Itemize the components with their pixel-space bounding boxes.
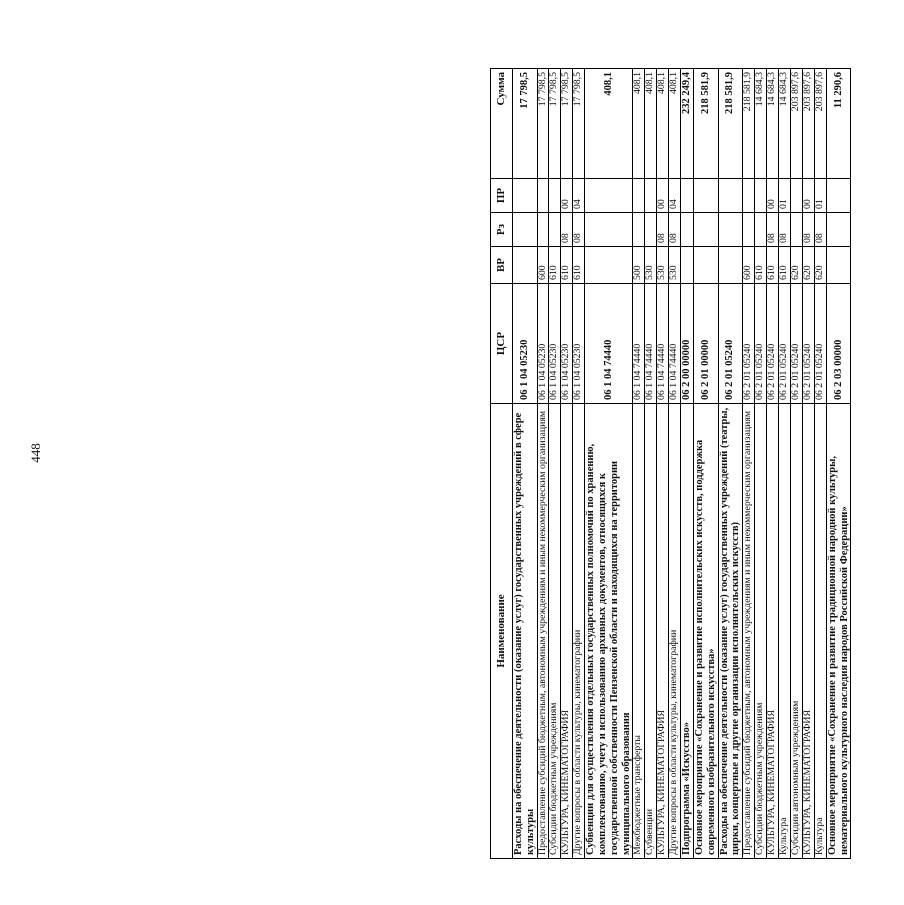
- budget-table: [490, 68, 851, 859]
- row-pr: 00: [802, 179, 814, 213]
- row-csr: 06 1 04 74440: [585, 284, 633, 404]
- row-name: Основное мероприятие «Сохранение и развитие исполнительских искусств, поддержка современного изобразительного искусства»: [694, 404, 719, 859]
- row-sum: 232 249,4: [681, 69, 694, 179]
- row-vr: [585, 247, 633, 284]
- table-row: [561, 69, 573, 859]
- row-vr: 610: [754, 247, 766, 284]
- row-rz: 08: [561, 213, 573, 247]
- row-csr: 06 2 03 00000: [826, 284, 851, 404]
- row-sum: 408,1: [669, 69, 681, 179]
- row-csr: 06 2 01 05240: [790, 284, 802, 404]
- page-number: 448: [28, 443, 43, 463]
- table-row: [694, 69, 719, 859]
- row-sum: 17 798,5: [513, 69, 538, 179]
- row-name: Субсидии автономным учреждениям: [790, 404, 802, 859]
- row-csr: 06 2 01 05240: [718, 284, 743, 404]
- table-row: [633, 69, 645, 859]
- row-name: Культура: [778, 404, 790, 859]
- row-csr: 06 1 04 74440: [633, 284, 645, 404]
- row-csr: 06 1 04 74440: [645, 284, 657, 404]
- row-vr: 610: [549, 247, 561, 284]
- row-name: Другие вопросы в области культуры, кинематографии: [669, 404, 681, 859]
- table-row: [802, 69, 814, 859]
- row-sum: 17 798,5: [561, 69, 573, 179]
- row-pr: [743, 179, 755, 213]
- header-sum: Сумма: [491, 69, 513, 179]
- table-row: [549, 69, 561, 859]
- row-vr: 610: [766, 247, 778, 284]
- row-sum: 218 581,9: [694, 69, 719, 179]
- table-row: [657, 69, 669, 859]
- row-rz: 08: [802, 213, 814, 247]
- row-sum: 14 684,3: [766, 69, 778, 179]
- row-vr: [826, 247, 851, 284]
- row-csr: 06 1 04 74440: [657, 284, 669, 404]
- row-name: Предоставление субсидий бюджетным, автономным учреждениям и иным некоммерческим организациям: [537, 404, 549, 859]
- row-sum: 408,1: [585, 69, 633, 179]
- row-pr: [633, 179, 645, 213]
- row-csr: 06 1 04 05230: [549, 284, 561, 404]
- row-pr: 00: [766, 179, 778, 213]
- row-vr: 600: [537, 247, 549, 284]
- row-pr: [754, 179, 766, 213]
- row-vr: 530: [669, 247, 681, 284]
- row-name: КУЛЬТУРА, КИНЕМАТОГРАФИЯ: [561, 404, 573, 859]
- row-csr: 06 2 00 00000: [681, 284, 694, 404]
- header-vr: ВР: [491, 247, 513, 284]
- table-row: [513, 69, 538, 859]
- row-vr: 620: [814, 247, 826, 284]
- row-rz: [513, 213, 538, 247]
- header-row: [491, 69, 513, 859]
- row-rz: [645, 213, 657, 247]
- table-row: [826, 69, 851, 859]
- row-sum: 17 798,5: [573, 69, 585, 179]
- row-sum: 14 684,3: [754, 69, 766, 179]
- row-pr: [585, 179, 633, 213]
- table-body: [513, 69, 851, 859]
- row-pr: [549, 179, 561, 213]
- row-pr: 00: [657, 179, 669, 213]
- row-name: Межбюджетные трансферты: [633, 404, 645, 859]
- row-vr: [681, 247, 694, 284]
- row-csr: 06 2 01 00000: [694, 284, 719, 404]
- header-name: Наименование: [491, 404, 513, 859]
- row-rz: [694, 213, 719, 247]
- row-csr: 06 1 04 05230: [537, 284, 549, 404]
- row-rz: 08: [814, 213, 826, 247]
- row-sum: 11 290,6: [826, 69, 851, 179]
- table-row: [743, 69, 755, 859]
- row-rz: [549, 213, 561, 247]
- row-sum: 408,1: [645, 69, 657, 179]
- row-csr: 06 1 04 05230: [573, 284, 585, 404]
- row-sum: 408,1: [657, 69, 669, 179]
- row-vr: [694, 247, 719, 284]
- row-name: КУЛЬТУРА, КИНЕМАТОГРАФИЯ: [657, 404, 669, 859]
- row-sum: 408,1: [633, 69, 645, 179]
- row-pr: [681, 179, 694, 213]
- row-rz: 08: [778, 213, 790, 247]
- row-rz: [743, 213, 755, 247]
- row-pr: 04: [669, 179, 681, 213]
- row-vr: 530: [657, 247, 669, 284]
- header-csr: ЦСР: [491, 284, 513, 404]
- row-rz: [537, 213, 549, 247]
- row-pr: 04: [573, 179, 585, 213]
- table-header: [491, 69, 513, 859]
- row-name: Субвенции для осуществления отдельных государственных полномочий по хранению, комплектованию, учету и использованию архивных документов, относящихся к государственной собственности Пензенской области и находящихся на территории муниципального образования: [585, 404, 633, 859]
- row-csr: 06 2 01 05240: [778, 284, 790, 404]
- row-pr: 01: [778, 179, 790, 213]
- row-name: Предоставление субсидий бюджетным, автономным учреждениям и иным некоммерческим организациям: [743, 404, 755, 859]
- row-pr: [513, 179, 538, 213]
- row-name: Подпрограмма «Искусство»: [681, 404, 694, 859]
- table-row: [573, 69, 585, 859]
- row-sum: 17 798,5: [537, 69, 549, 179]
- table-row: [814, 69, 826, 859]
- row-csr: 06 2 01 05240: [814, 284, 826, 404]
- table-row: [778, 69, 790, 859]
- row-vr: 530: [645, 247, 657, 284]
- row-pr: [537, 179, 549, 213]
- row-csr: 06 1 04 74440: [669, 284, 681, 404]
- row-pr: 00: [561, 179, 573, 213]
- row-vr: 610: [561, 247, 573, 284]
- row-sum: 17 798,5: [549, 69, 561, 179]
- row-name: Расходы на обеспечение деятельности (оказание услуг) государственных учреждений (театры, цирки, концертные и другие организации исполнительских искусств): [718, 404, 743, 859]
- row-csr: 06 2 01 05240: [802, 284, 814, 404]
- row-rz: [826, 213, 851, 247]
- row-rz: [718, 213, 743, 247]
- row-csr: 06 1 04 05230: [561, 284, 573, 404]
- row-name: КУЛЬТУРА, КИНЕМАТОГРАФИЯ: [802, 404, 814, 859]
- row-csr: 06 2 01 05240: [743, 284, 755, 404]
- table-row: [681, 69, 694, 859]
- table-row: [754, 69, 766, 859]
- header-rz: Рз: [491, 213, 513, 247]
- row-pr: [694, 179, 719, 213]
- row-name: Другие вопросы в области культуры, кинематографии: [573, 404, 585, 859]
- row-name: Основное мероприятие «Сохранение и развитие традиционной народной культуры, нематериального культурного наследия народов Российской Федерации»: [826, 404, 851, 859]
- row-csr: 06 2 01 05240: [754, 284, 766, 404]
- row-sum: 14 684,3: [778, 69, 790, 179]
- row-rz: [681, 213, 694, 247]
- row-rz: 08: [669, 213, 681, 247]
- row-vr: [718, 247, 743, 284]
- row-name: Субсидии бюджетным учреждениям: [754, 404, 766, 859]
- row-vr: 610: [573, 247, 585, 284]
- row-name: Расходы на обеспечение деятельности (оказание услуг) государственных учреждений в сфере культуры: [513, 404, 538, 859]
- row-pr: 01: [814, 179, 826, 213]
- row-rz: 08: [573, 213, 585, 247]
- rotated-table-container: [490, 69, 904, 859]
- row-rz: 08: [657, 213, 669, 247]
- row-rz: [754, 213, 766, 247]
- table-row: [718, 69, 743, 859]
- row-sum: 203 897,6: [790, 69, 802, 179]
- row-vr: 600: [743, 247, 755, 284]
- row-sum: 203 897,6: [802, 69, 814, 179]
- table-row: [537, 69, 549, 859]
- row-vr: [513, 247, 538, 284]
- row-rz: [790, 213, 802, 247]
- row-vr: 620: [790, 247, 802, 284]
- row-rz: [633, 213, 645, 247]
- row-vr: 610: [778, 247, 790, 284]
- row-rz: [585, 213, 633, 247]
- row-name: Культура: [814, 404, 826, 859]
- row-sum: 218 581,9: [718, 69, 743, 179]
- row-vr: 500: [633, 247, 645, 284]
- row-rz: 08: [766, 213, 778, 247]
- row-name: Субвенции: [645, 404, 657, 859]
- row-sum: 218 581,9: [743, 69, 755, 179]
- row-pr: [826, 179, 851, 213]
- table-row: [766, 69, 778, 859]
- row-vr: 620: [802, 247, 814, 284]
- row-pr: [790, 179, 802, 213]
- row-pr: [718, 179, 743, 213]
- row-csr: 06 1 04 05230: [513, 284, 538, 404]
- row-pr: [645, 179, 657, 213]
- row-csr: 06 2 01 05240: [766, 284, 778, 404]
- row-name: Субсидии бюджетным учреждениям: [549, 404, 561, 859]
- table-row: [585, 69, 633, 859]
- table-row: [645, 69, 657, 859]
- header-pr: ПР: [491, 179, 513, 213]
- row-name: КУЛЬТУРА, КИНЕМАТОГРАФИЯ: [766, 404, 778, 859]
- table-row: [790, 69, 802, 859]
- row-sum: 203 897,6: [814, 69, 826, 179]
- table-row: [669, 69, 681, 859]
